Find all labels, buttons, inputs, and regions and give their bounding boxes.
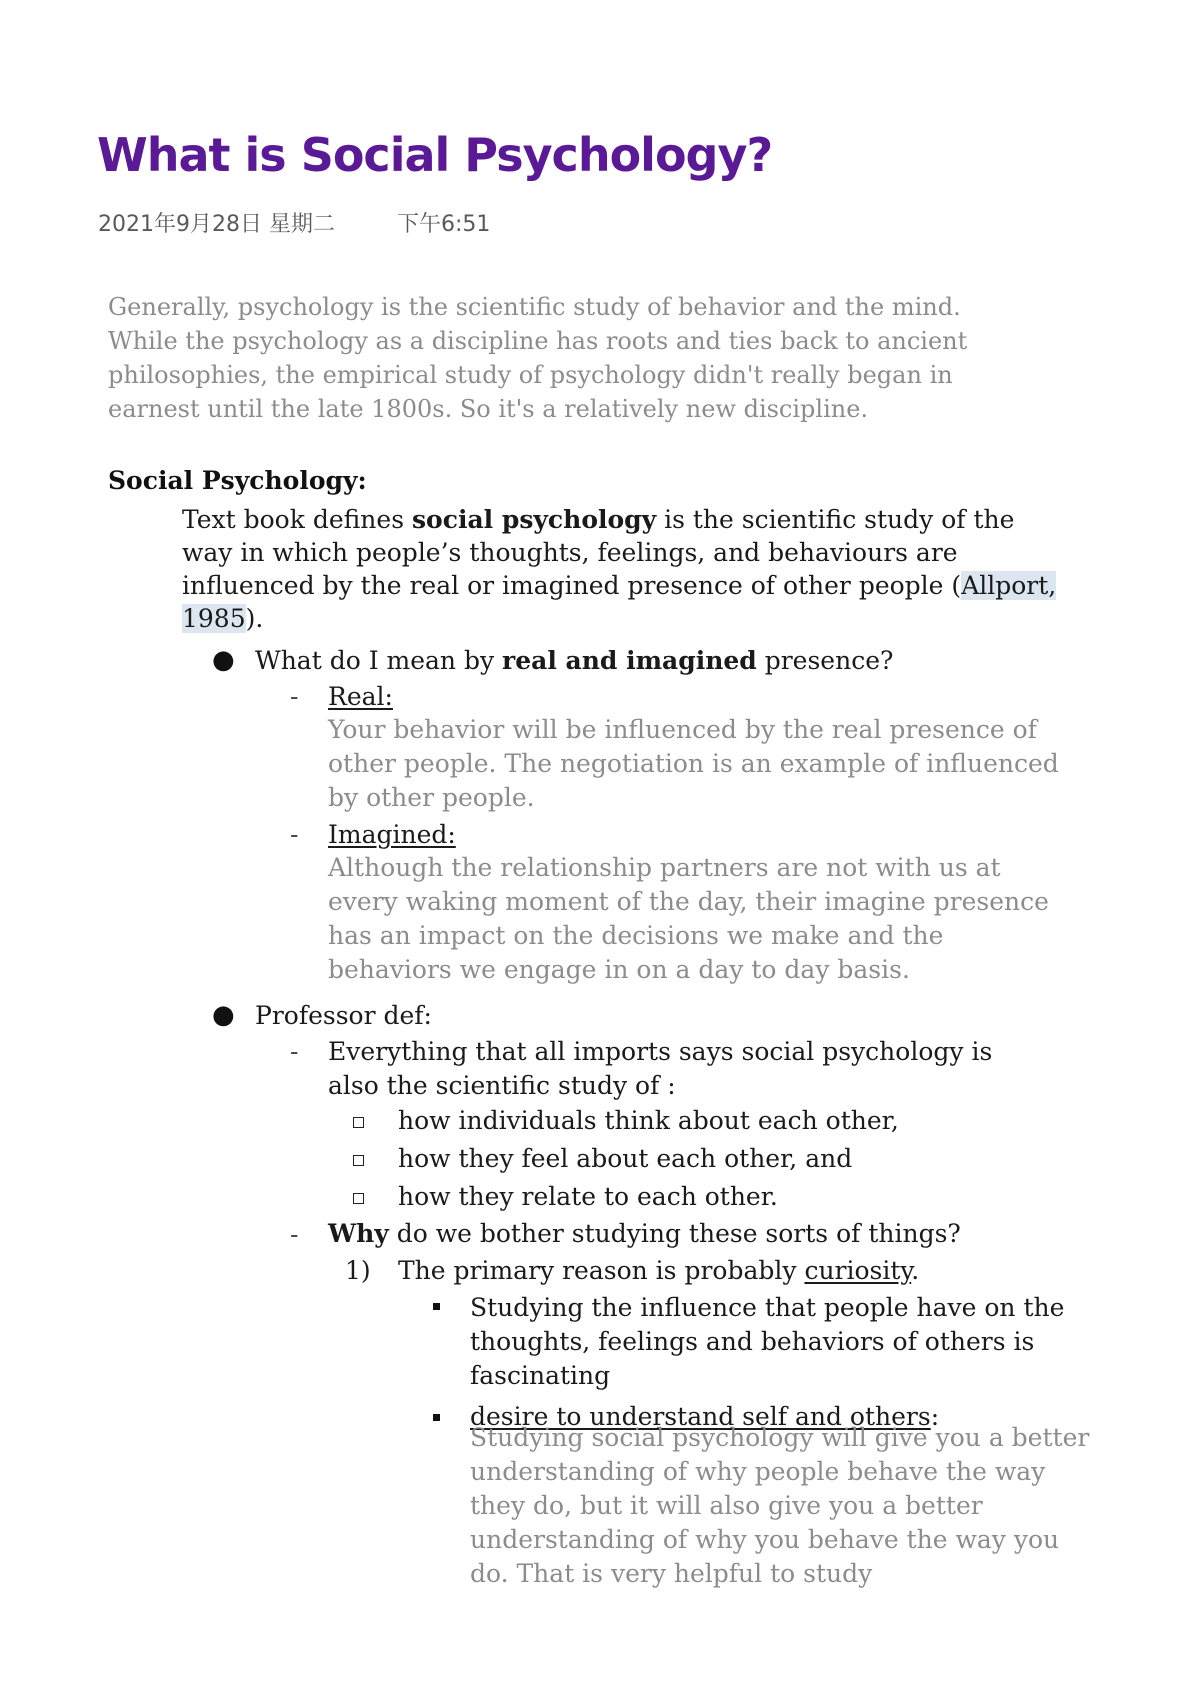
point1-text: Studying the influence that people have on the thoughts, feelings and behaviors of others is fascinating: [470, 1293, 1065, 1390]
intro-paragraph: Generally, psychology is the scientific study of behavior and the mind. While the psychology as a discipline has roots and ties back to ancient philosophies, the empirical study of psychology didn't really began in earnest until the late 1800s. So it's a relatively new discipline.: [108, 293, 968, 423]
bullet1-pre: What do I mean by: [255, 646, 503, 675]
bullet1-bold: real and imagined: [502, 646, 757, 675]
why-question: [328, 1219, 961, 1248]
definition-pre: Text book defines: [182, 505, 412, 534]
point2-text-clip: [470, 1421, 1090, 1588]
why-bold: Why: [328, 1219, 389, 1248]
square-bullet-icon: [433, 1303, 440, 1310]
citation-highlight: Allport, 1985: [182, 571, 1057, 633]
professor-def-text: Everything that all imports says social psychology is also the scientific study of :: [328, 1037, 993, 1100]
point2-colon: :: [930, 1402, 940, 1431]
definition-term: social psychology: [411, 505, 657, 534]
checklist-item-1: how individuals think about each other,: [398, 1106, 899, 1135]
note-time: 下午6:51: [396, 212, 491, 237]
definition-paragraph: [182, 503, 1062, 635]
bullet1-post: presence?: [756, 646, 894, 675]
point2-label: desire to understand self and others: [470, 1402, 931, 1431]
point2-text: Studying social psychology will give you a better understanding of why people behave the way they do, but it will also give you a better understanding of why you behave the way you do. That is very helpful to study: [470, 1423, 1090, 1588]
dash-icon: -: [290, 1220, 299, 1249]
note-timestamp: [98, 207, 490, 238]
imagined-text: Although the relationship partners are not with us at every waking moment of the day, their imagine presence has an impact on the decisions we make and the behaviors we engage in on a day to day basis.: [328, 853, 1049, 984]
square-bullet-icon: [433, 1414, 440, 1421]
professor-def-label: Professor def:: [255, 1001, 432, 1030]
checklist-item-3: how they relate to each other.: [398, 1182, 778, 1211]
why-rest: do we bother studying these sorts of things?: [388, 1219, 961, 1248]
num1-pre: The primary reason is probably: [398, 1256, 805, 1285]
checkbox-icon[interactable]: [353, 1193, 364, 1204]
number-marker: 1): [345, 1256, 371, 1285]
dash-icon: -: [290, 682, 299, 711]
definition-post: is the scientific study of the way in which people’s thoughts, feelings, and behaviours are influenced by the real or imagined presence of other people (: [182, 505, 1015, 600]
dash-icon: -: [290, 1037, 299, 1066]
bullet-dot-icon: ●: [212, 645, 235, 675]
bullet-real-imagined: [255, 646, 893, 675]
checkbox-icon[interactable]: [353, 1117, 364, 1128]
checklist-item-2: how they feel about each other, and: [398, 1144, 853, 1173]
primary-reason: [398, 1256, 919, 1285]
real-text: Your behavior will be influenced by the real presence of other people. The negotiation is an example of influenced by other people.: [328, 715, 1059, 812]
num1-post: .: [911, 1256, 920, 1285]
page-title: What is Social Psychology?: [97, 128, 773, 182]
checkbox-icon[interactable]: [353, 1155, 364, 1166]
imagined-label: Imagined:: [328, 820, 456, 849]
curiosity-text: curiosity: [804, 1256, 912, 1285]
note-date: 2021年9月28日 星期二: [98, 212, 335, 237]
bullet-dot-icon: ●: [212, 1000, 235, 1030]
section-heading: Social Psychology:: [108, 466, 367, 495]
real-label: Real:: [328, 682, 393, 711]
dash-icon: -: [290, 820, 299, 849]
definition-end: ).: [245, 604, 264, 633]
